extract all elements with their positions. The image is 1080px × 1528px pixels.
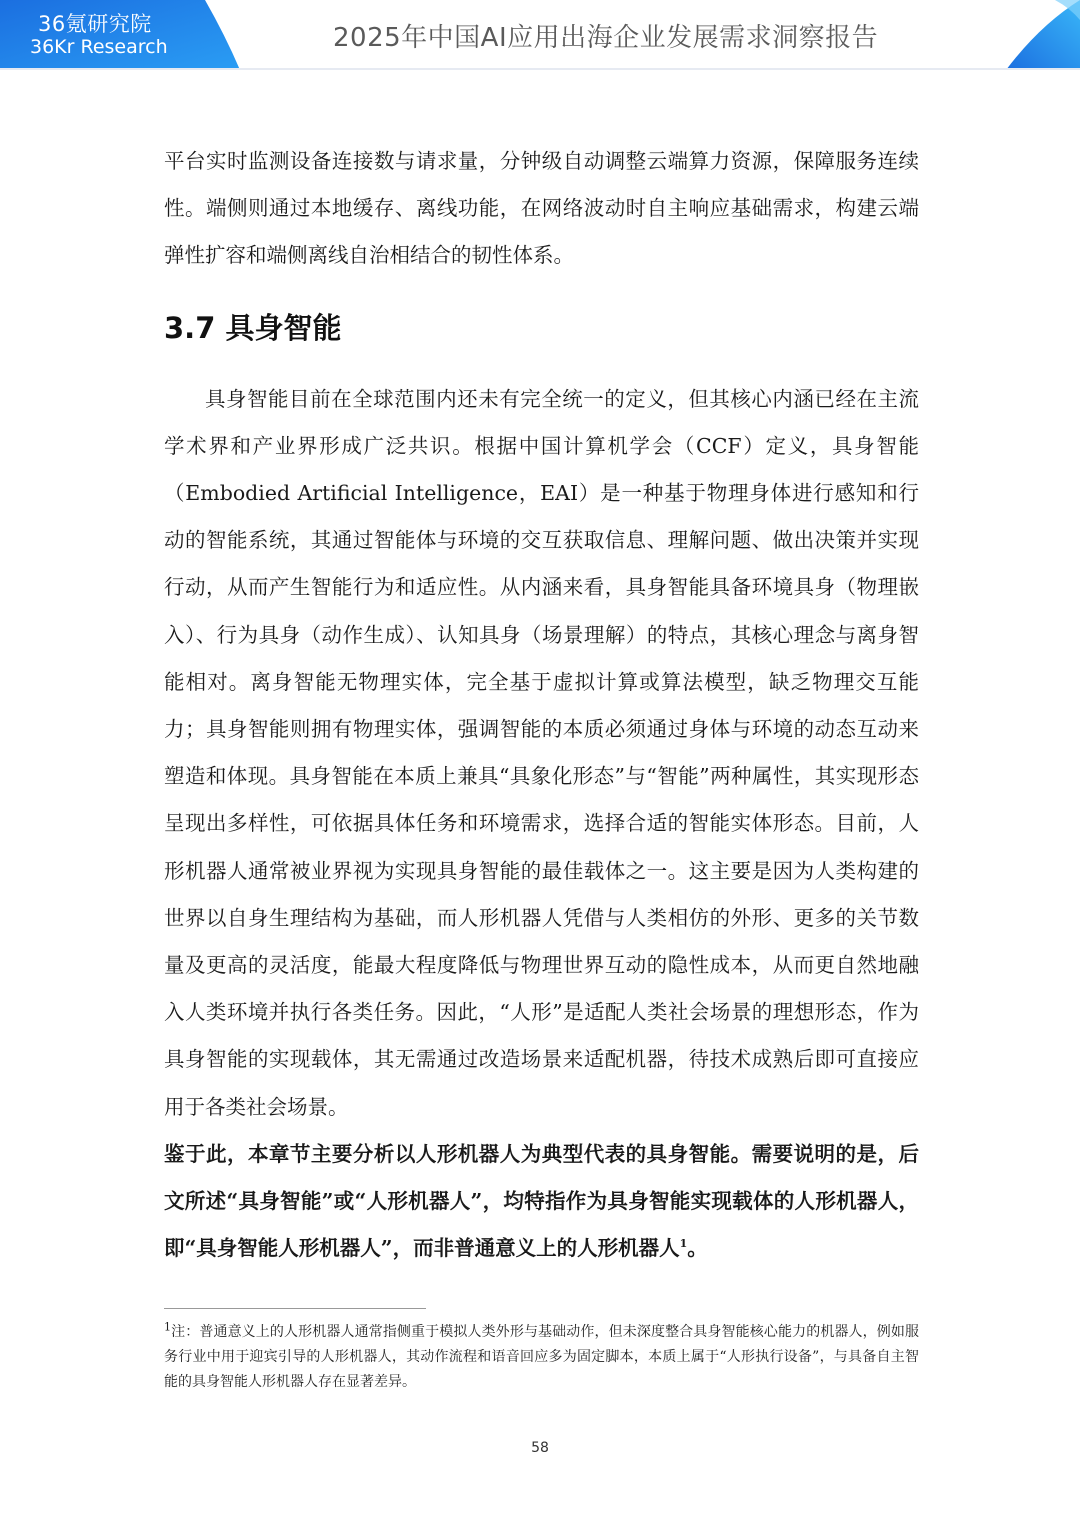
footnote-text: 注：普通意义上的人形机器人通常指侧重于模拟人类外形与基础动作，但未深度整合具身智能核心能力的机器人，例如服务行业中用于迎宾引导的人形机器人，其动作流程和语音回应多为固定脚本，本质上属于“人形执行设备”，与具备自主智能的具身智能人形机器人存在显著差异。: [164, 1324, 919, 1390]
paragraph-emphasis: [164, 1131, 919, 1273]
section-heading: 3.7 具身智能: [164, 310, 342, 345]
corner-decoration: [1000, 0, 1080, 70]
footnote-reference[interactable]: 1: [679, 1237, 688, 1251]
footnote-divider: [164, 1308, 426, 1309]
logo-text-en: 36Kr Research: [30, 36, 168, 58]
paragraph-continued: 平台实时监测设备连接数与请求量，分钟级自动调整云端算力资源，保障服务连续性。端侧则通过本地缓存、离线功能，在网络波动时自主响应基础需求，构建云端弹性扩容和端侧离线自治相结合的韧性体系。: [164, 149, 919, 268]
emphasis-text: 鉴于此，本章节主要分析以人形机器人为典型代表的具身智能。需要说明的是，后文所述“具身智能”或“人形机器人”，均特指作为具身智能实现载体的人形机器人，即“具身智能人形机器人”，而非普通意义上的人形机器人: [164, 1141, 919, 1261]
page-header: [0, 0, 1080, 70]
report-title: 2025年中国AI应用出海企业发展需求洞察报告: [333, 23, 879, 53]
footnote: [164, 1320, 919, 1395]
paragraph-main: 具身智能目前在全球范围内还未有完全统一的定义，但其核心内涵已经在主流学术界和产业界形成广泛共识。根据中国计算机学会（CCF）定义，具身智能（Embodied Artificial Intelligence，EAI）是一种基于物理身体进行感知和行动的智能系统，其通过智能体与环境的交互获取信息、理解问题、做出决策并实现行动，从而产生智能行为和适应性。从内涵来看，具身智能具备环境具身（物理嵌入）、行为具身（动作生成）、认知具身（场景理解）的特点，其核心理念与离身智能相对。离身智能无物理实体，完全基于虚拟计算或算法模型，缺乏物理交互能力；具身智能则拥有物理实体，强调智能的本质必须通过身体与环境的动态互动来塑造和体现。具身智能在本质上兼具“具象化形态”与“智能”两种属性，其实现形态呈现出多样性，可依据具体任务和环境需求，选择合适的智能实体形态。目前，人形机器人通常被业界视为实现具身智能的最佳载体之一。这主要是因为人类构建的世界以自身生理结构为基础，而人形机器人凭借与人类相仿的外形、更多的关节数量及更高的灵活度，能最大程度降低与物理世界互动的隐性成本，从而更自然地融入人类环境并执行各类任务。因此，“人形”是适配人类社会场景的理想形态，作为具身智能的实现载体，其无需通过改造场景来适配机器，待技术成熟后即可直接应用于各类社会场景。: [164, 386, 919, 1119]
footnote-marker: 1: [164, 1320, 171, 1334]
logo: [0, 0, 240, 70]
logo-text-cn: 36氪研究院: [38, 12, 152, 36]
emphasis-end: 。: [687, 1236, 708, 1261]
page-number: 58: [531, 1440, 549, 1456]
main-content: [164, 138, 919, 1272]
header-divider: [0, 68, 1080, 70]
